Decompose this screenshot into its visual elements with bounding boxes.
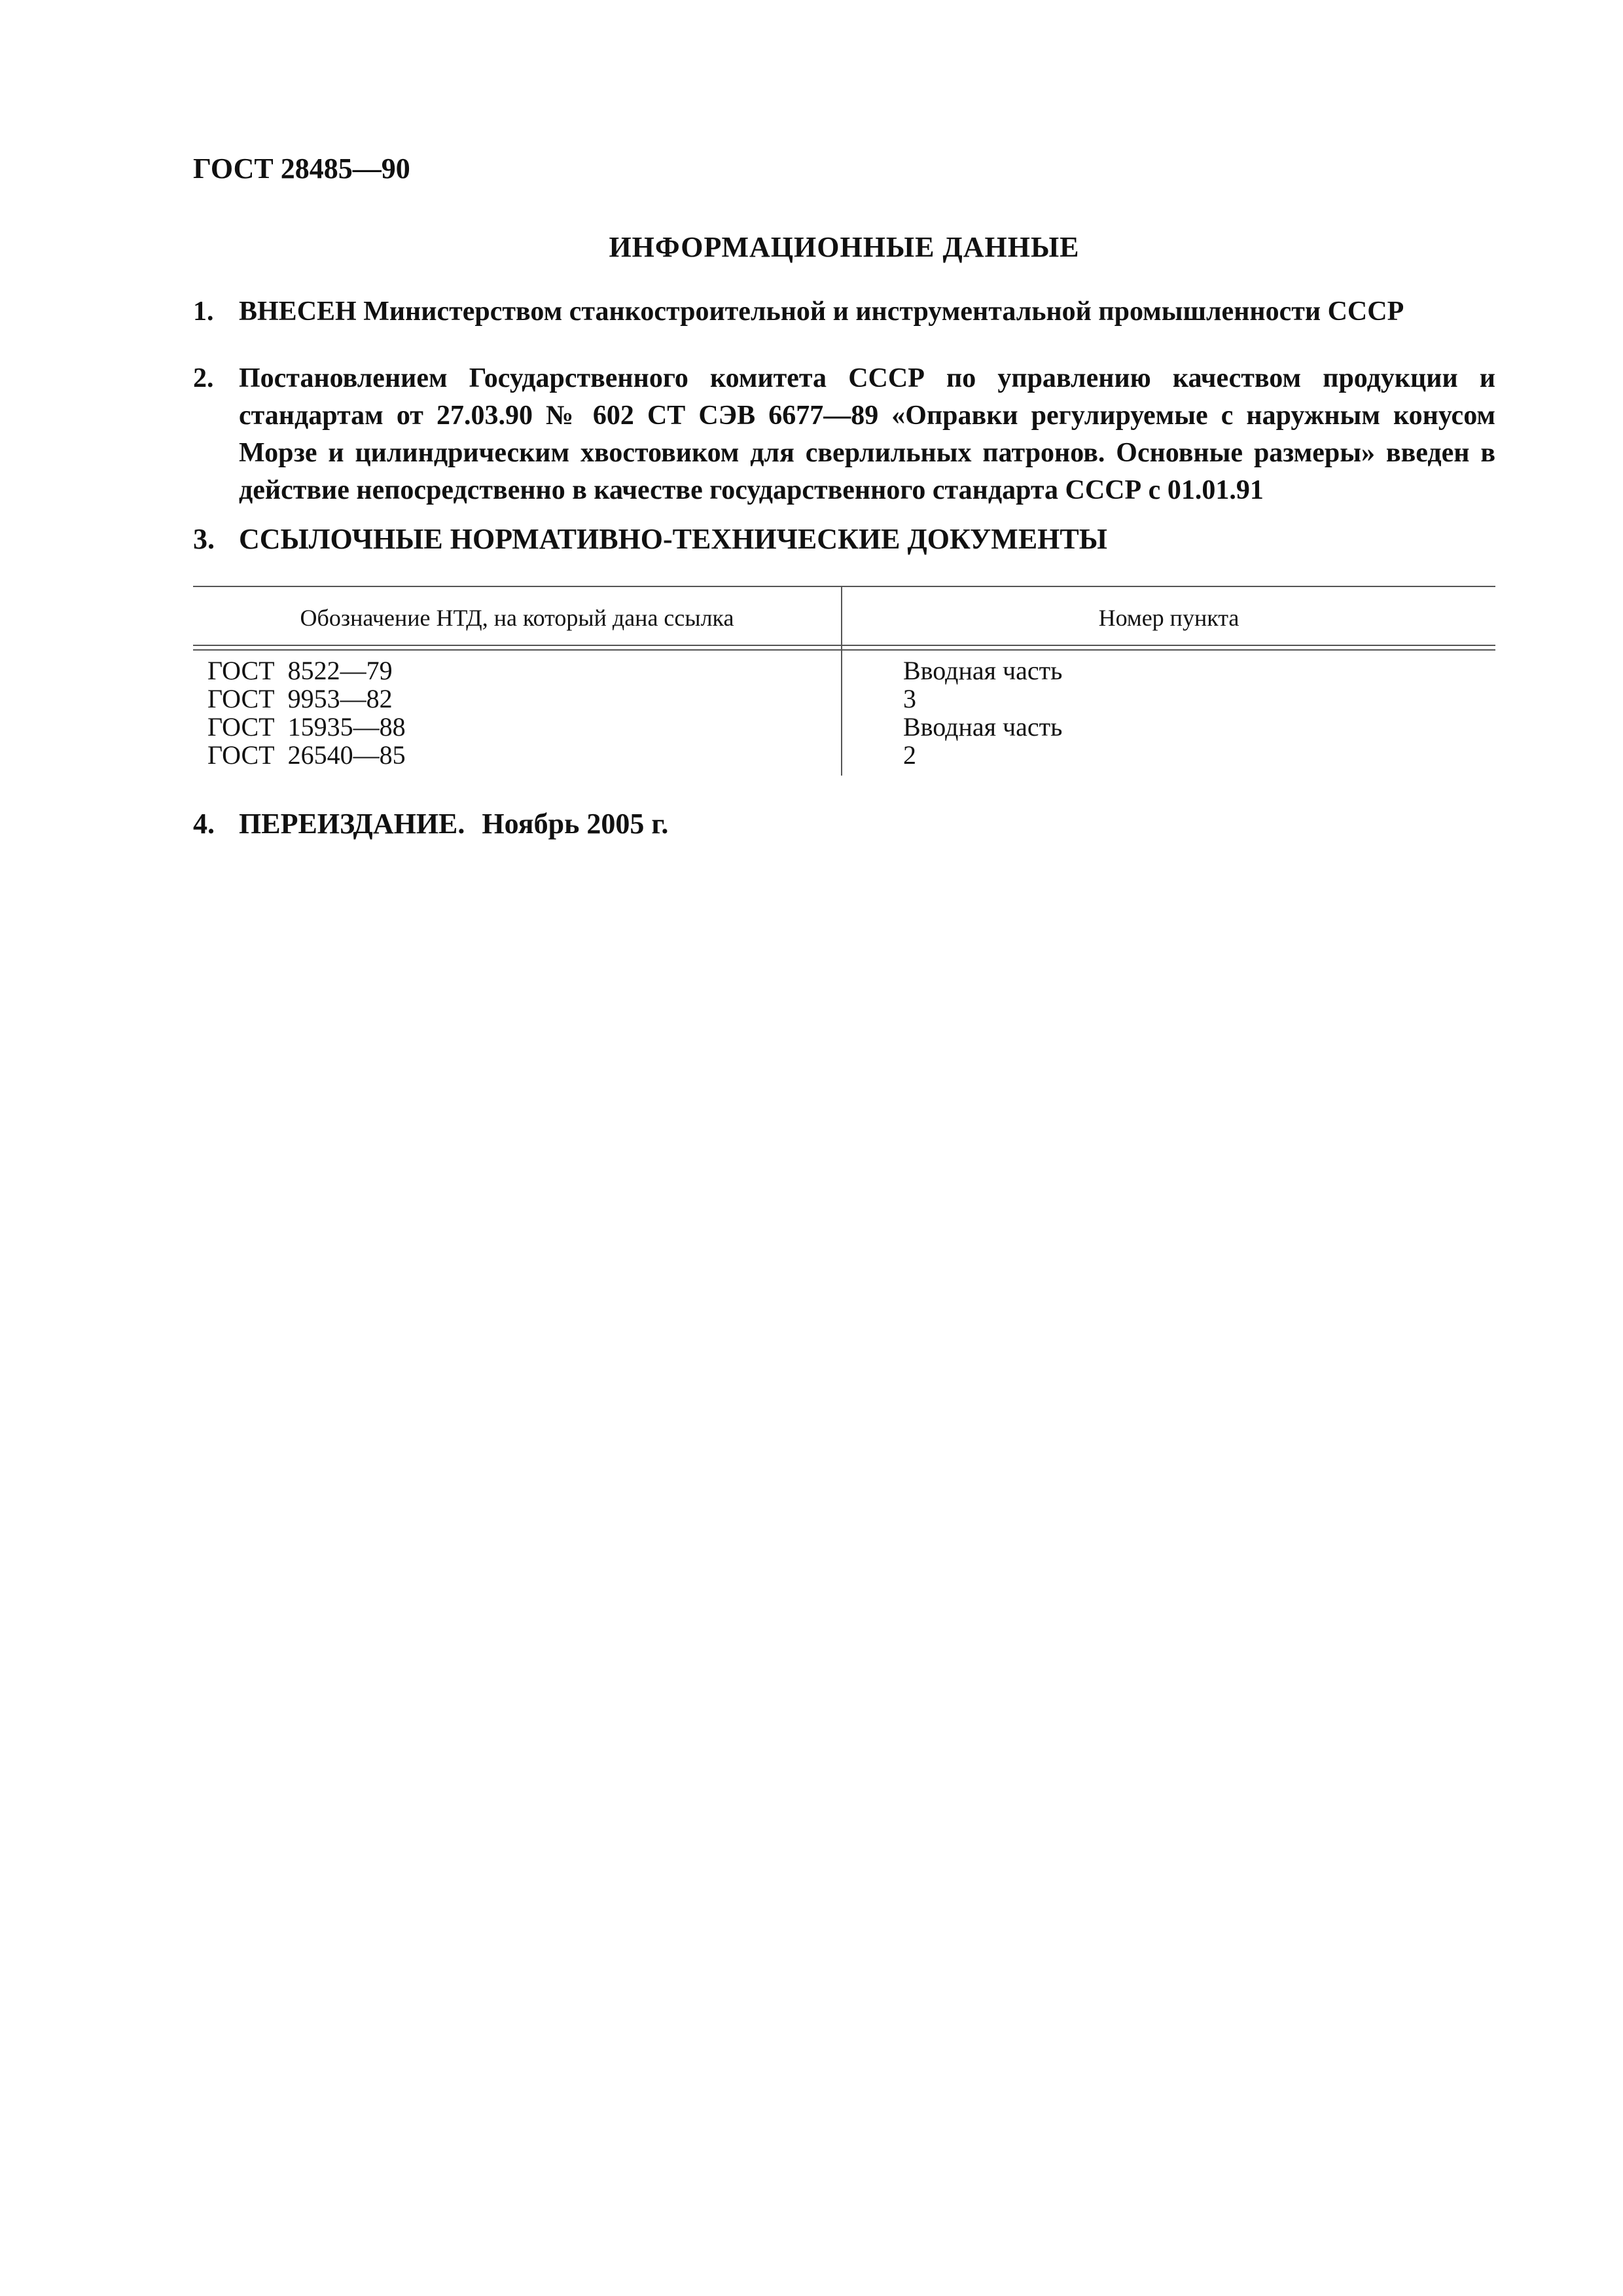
table-cell-document: ГОСТ 9953—82	[207, 684, 393, 713]
document-code: ГОСТ 28485—90	[193, 152, 410, 185]
table-header-rule	[193, 645, 1495, 646]
reissue-label: ПЕРЕИЗДАНИЕ.	[239, 808, 465, 840]
item-text: Постановлением Государственного комитета СССР по управлению качеством продукции и стандартам от 27.03.90 № 602 СТ СЭВ 6677—89 «Оправки регулируемые с наружным конусом Морзе и цилиндрическим хвостовиком для сверлильных патронов. Основные размеры» введен в действие непосредственно в качестве государственного стандарта СССР с 01.01.91	[239, 363, 1495, 505]
table-cell-document: ГОСТ 15935—88	[207, 712, 406, 742]
item-number: 4.	[193, 808, 215, 840]
item-text: ССЫЛОЧНЫЕ НОРМАТИВНО-ТЕХНИЧЕСКИЕ ДОКУМЕНТЫ	[239, 523, 1107, 555]
item-number: 3.	[193, 523, 215, 555]
table-cell-clause: 2	[903, 740, 916, 770]
table-header-clause: Номер пункта	[1098, 605, 1240, 631]
info-item-4	[193, 805, 1495, 844]
table-top-rule	[193, 586, 1495, 587]
table-column-clauses	[903, 656, 1479, 769]
table-cell-clause: Вводная часть	[903, 712, 1063, 742]
reference-table	[193, 586, 1495, 782]
info-item-3	[193, 520, 1495, 560]
table-column-documents	[207, 656, 829, 769]
table-cell-document: ГОСТ 26540—85	[207, 740, 406, 770]
item-number: 1.	[193, 296, 214, 327]
table-header-document: Обозначение НТД, на который дана ссылка	[300, 605, 734, 631]
table-header-rule	[193, 649, 1495, 651]
item-text: ВНЕСЕН Министерством станкостроительной и инструментальной промышленности СССР	[239, 296, 1404, 327]
table-cell-clause: Вводная часть	[903, 656, 1063, 685]
table-cell-document: ГОСТ 8522—79	[207, 656, 393, 685]
table-cell-clause: 3	[903, 684, 916, 713]
item-number: 2.	[193, 363, 214, 393]
reissue-date: Ноябрь 2005 г.	[482, 808, 669, 840]
item-text	[239, 805, 1495, 842]
info-item-1	[193, 293, 1495, 332]
info-item-2	[193, 360, 1495, 517]
section-heading: ИНФОРМАЦИОННЫЕ ДАННЫЕ	[609, 231, 1080, 263]
